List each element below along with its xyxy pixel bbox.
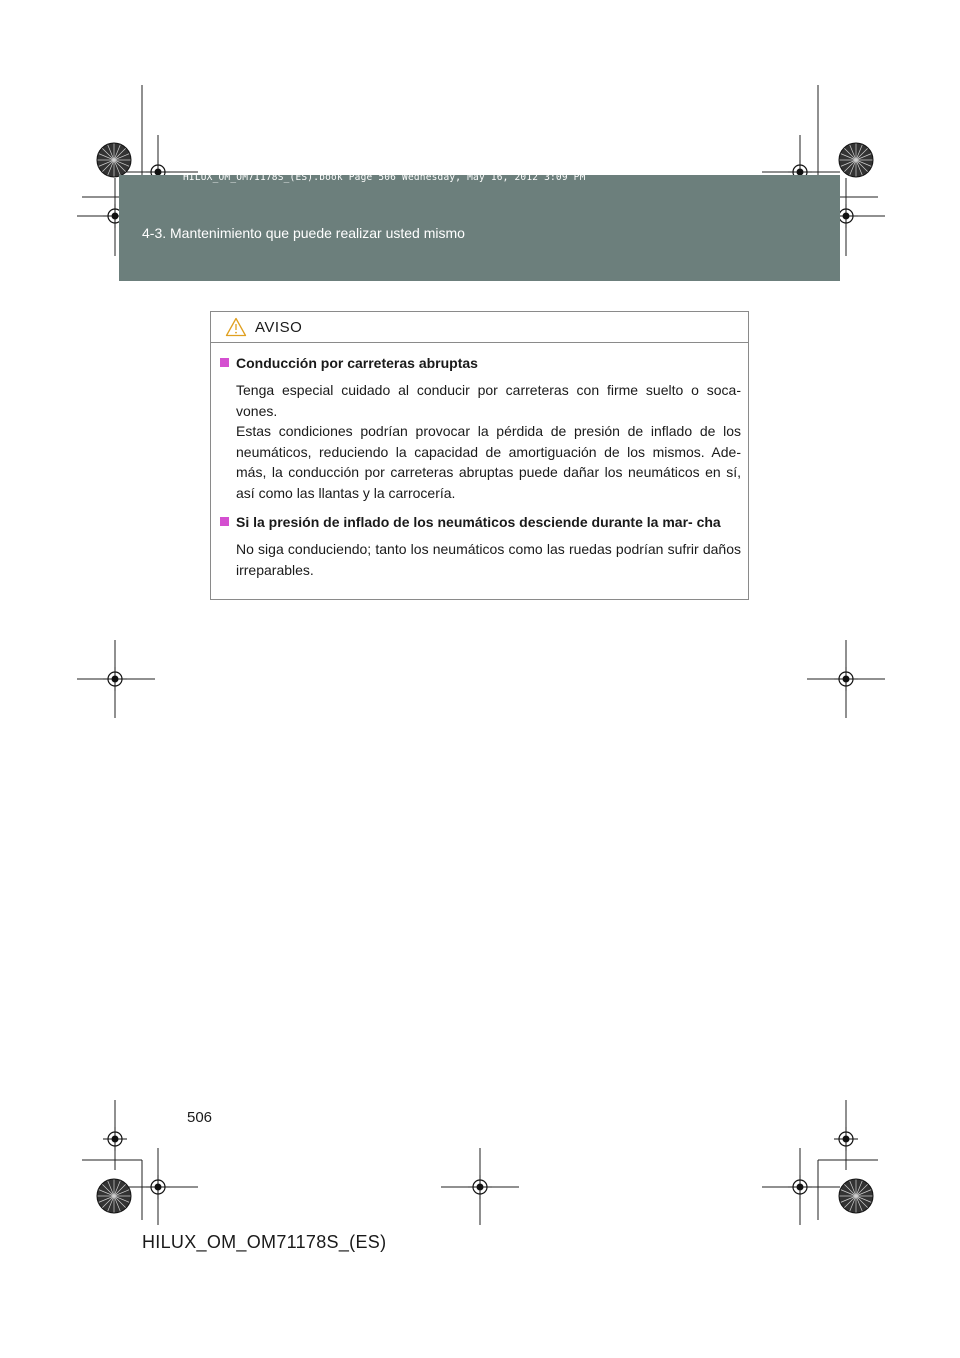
notice-item-paragraph: No siga conduciendo; tanto los neumáticos como las ruedas podrían sufrir daños irreparables. <box>236 541 741 578</box>
notice-title: AVISO <box>255 319 303 336</box>
page-number: 506 <box>187 1109 213 1126</box>
notice-item-paragraph: Estas condiciones podrían provocar la pérdida de presión de inflado de los neumáticos, reduciendo la capacidad de amortiguación de los mismos. Ade- más, la conducción por carreteras abruptas puede dañar los neumáticos en sí, así como las llantas y la carrocería. <box>236 423 741 501</box>
notice-body <box>211 343 748 580</box>
document-code: HILUX_OM_OM71178S_(ES) <box>142 1232 387 1252</box>
notice-header <box>211 312 748 343</box>
notice-item-rough-roads <box>220 352 741 503</box>
warning-triangle-icon <box>225 317 247 337</box>
book-file-stamp: HILUX_OM_OM71178S_(ES).book Page 506 Wednesday, May 16, 2012 3:09 PM <box>183 172 586 183</box>
notice-item-heading: Si la presión de inflado de los neumáticos desciende durante la mar- cha <box>236 514 721 530</box>
square-bullet-icon <box>220 517 229 526</box>
notice-item-heading: Conducción por carreteras abruptas <box>236 355 478 371</box>
square-bullet-icon <box>220 358 229 367</box>
notice-item-paragraph: Tenga especial cuidado al conducir por carreteras con firme suelto o soca- vones. <box>236 382 741 419</box>
notice-item-pressure-drop <box>220 511 741 580</box>
warning-notice-box <box>210 311 749 600</box>
section-title: 4-3. Mantenimiento que puede realizar usted mismo <box>142 225 465 241</box>
